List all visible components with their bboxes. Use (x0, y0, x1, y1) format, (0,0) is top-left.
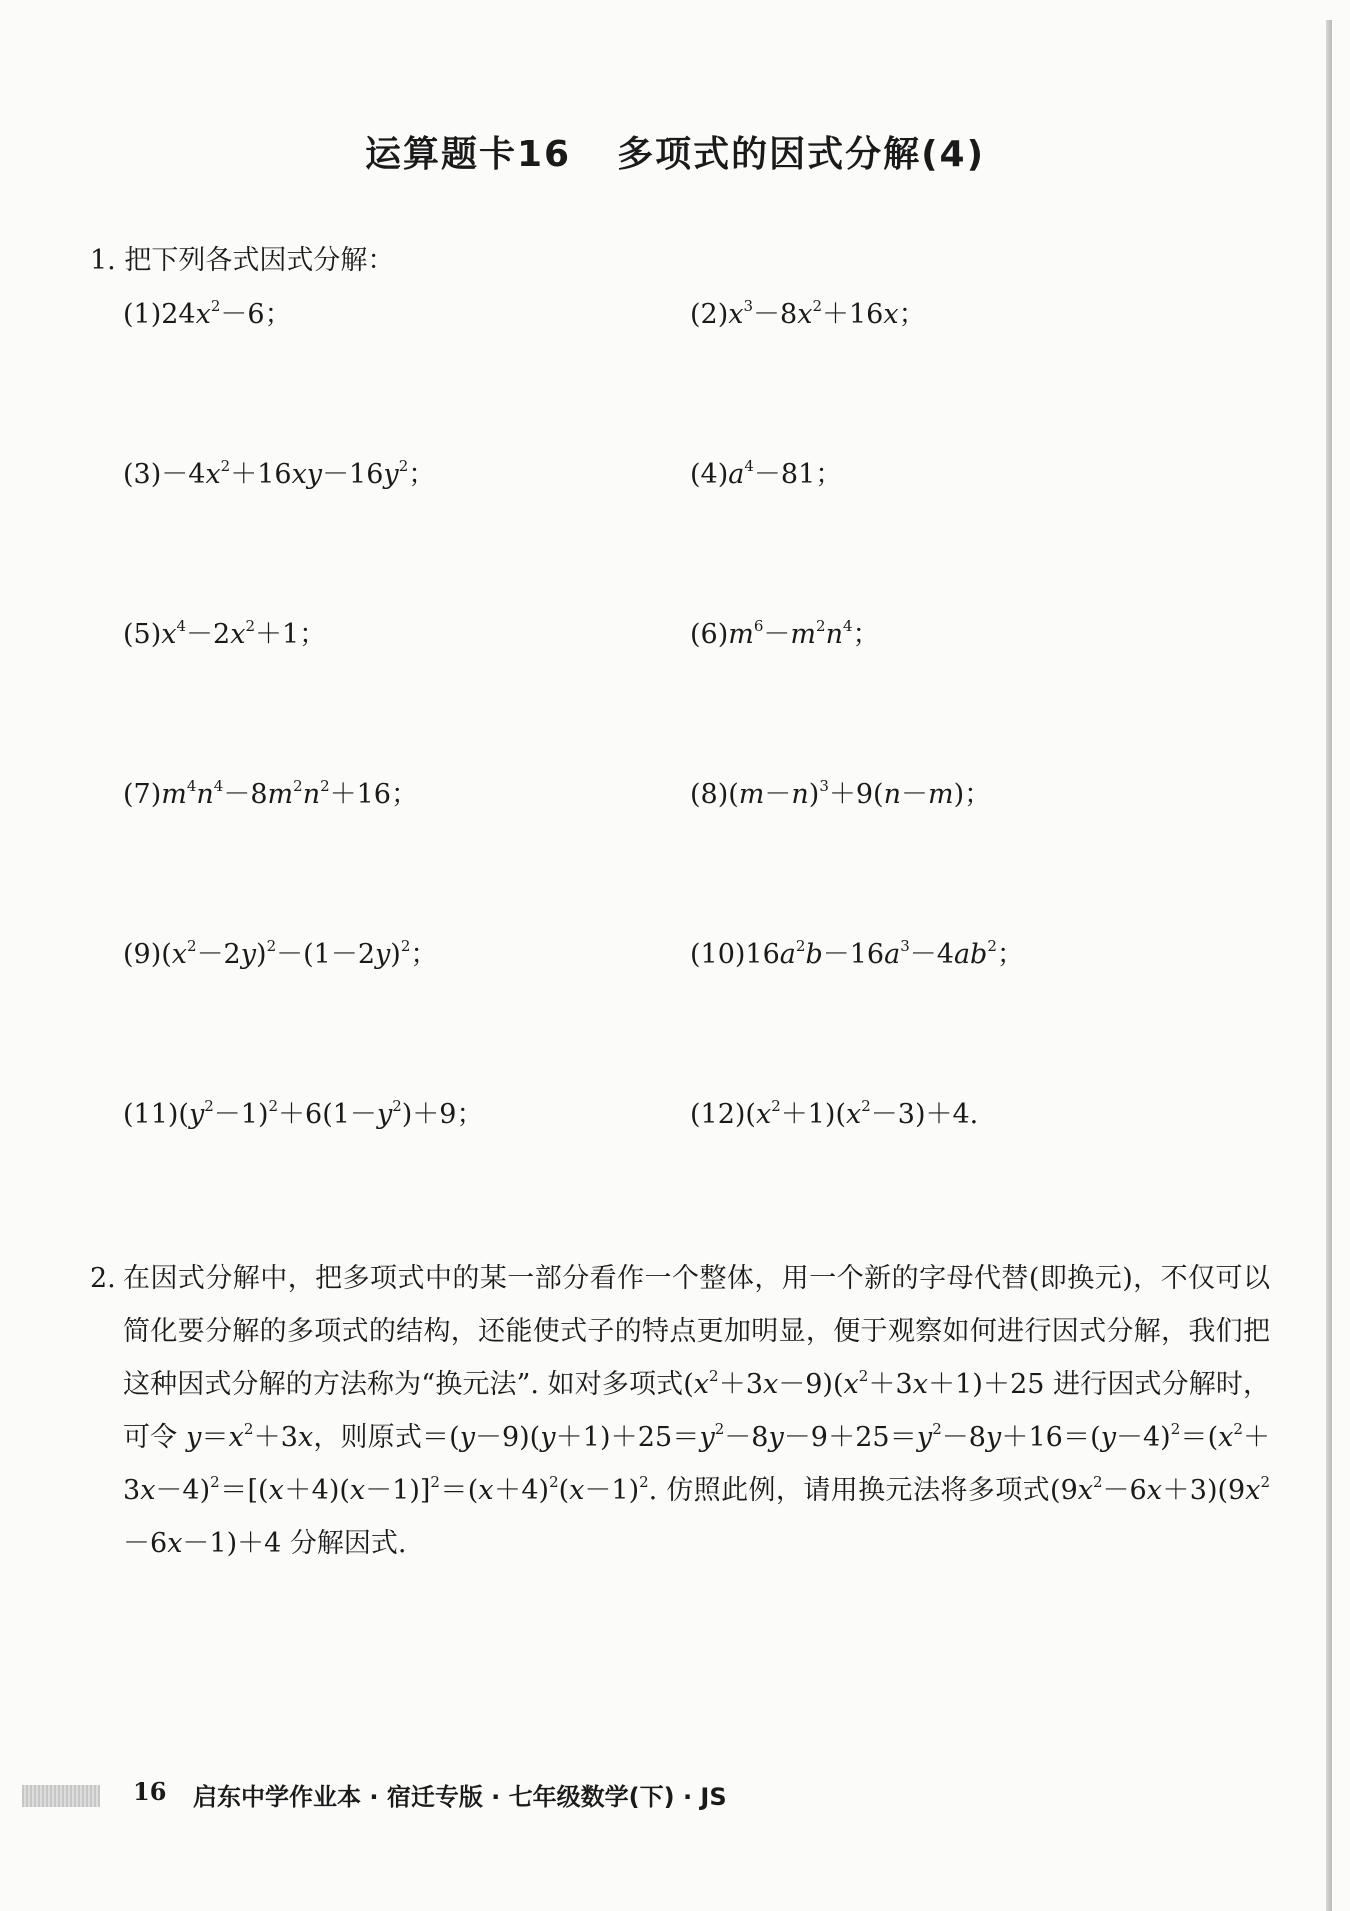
q1-item-2: $(2)x^3-8x^2+16x$； (690, 297, 926, 330)
q2-text-b: 进行因式分解时，可令 (123, 1369, 1270, 1453)
q1-item-12: $(12)(x^2+1)(x^2-3)+4$. (690, 1097, 979, 1130)
question-1-heading: 1. 把下列各式因式分解： (90, 245, 395, 276)
q1-item-7: $(7)m^4n^4-8m^2n^2+16$； (123, 777, 418, 810)
title-topic: 多项式的因式分解(4) (617, 134, 986, 175)
q2-text-c: ，则原式 (313, 1422, 422, 1453)
question-2 (90, 1252, 1270, 1570)
page-edge-shadow (1326, 20, 1332, 1911)
q1-item-8: $(8)(m-n)^3+9(n-m)$； (690, 777, 992, 810)
footer-decor-bar (22, 1785, 100, 1807)
page-footer (0, 1777, 1350, 1817)
q2-text-d: . 仿照此例，请用换元法将多项式 (648, 1475, 1051, 1506)
q2-text-a: 在因式分解中，把多项式中的某一部分看作一个整体，用一个新的字母代替(即换元)，不仅可以简化要分解的多项式的结构，还能使式子的特点更加明显，便于观察如何进行因式分解，我们把这种因式分解的方法称为“换元法”. 如对多项式 (123, 1263, 1270, 1400)
page-number: 16 (133, 1777, 167, 1806)
q1-item-9: $(9)(x^2-2y)^2-(1-2y)^2$； (123, 937, 438, 970)
q1-item-6: $(6)m^6-m^2n^4$； (690, 617, 880, 650)
q1-item-1: $(1)24x^2-6$； (123, 297, 292, 330)
question-2-number: 2. (90, 1263, 116, 1294)
page-title (0, 126, 1350, 177)
title-card-number: 运算题卡16 (364, 134, 572, 175)
q1-item-5: $(5)x^4-2x^2+1$； (123, 617, 327, 650)
q1-item-10: $(10)16a^2b-16a^3-4ab^2$； (690, 937, 1024, 970)
q2-text-e: 分解因式. (289, 1528, 407, 1559)
book-title: 启东中学作业本 · 宿迁专版 · 七年级数学(下) · JS (193, 1783, 727, 1811)
q1-item-11: $(11)(y^2-1)^2+6(1-y^2)+9$； (123, 1097, 484, 1130)
question-2-body: 在因式分解中，把多项式中的某一部分看作一个整体，用一个新的字母代替(即换元)，不仅可以简化要分解的多项式的结构，还能使式子的特点更加明显，便于观察如何进行因式分解，我们把这种因式分解的方法称为“换元法”. 如对多项式$(x^2+3x-9)(x^2+3x+1)+25$ 进行因式分解时，可令 $y=x^2+3x$，则原式$=(y-9)(y+1)+25=y^2-8y-9+25=y^2-8y+16=(y-4)^2=(x^2+3x-4)^2=[(x+4)(x-1)]^2=(x+4)^2(x-1)^2$. 仿照此例，请用换元法将多项式$(9x^2-6x+3)(9x^2-6x-1)+4$ 分解因式. (123, 1263, 1271, 1559)
q1-item-3: $(3)-4x^2+16xy-16y^2$； (123, 457, 436, 490)
q1-item-4: $(4)a^4-81$； (690, 457, 843, 490)
